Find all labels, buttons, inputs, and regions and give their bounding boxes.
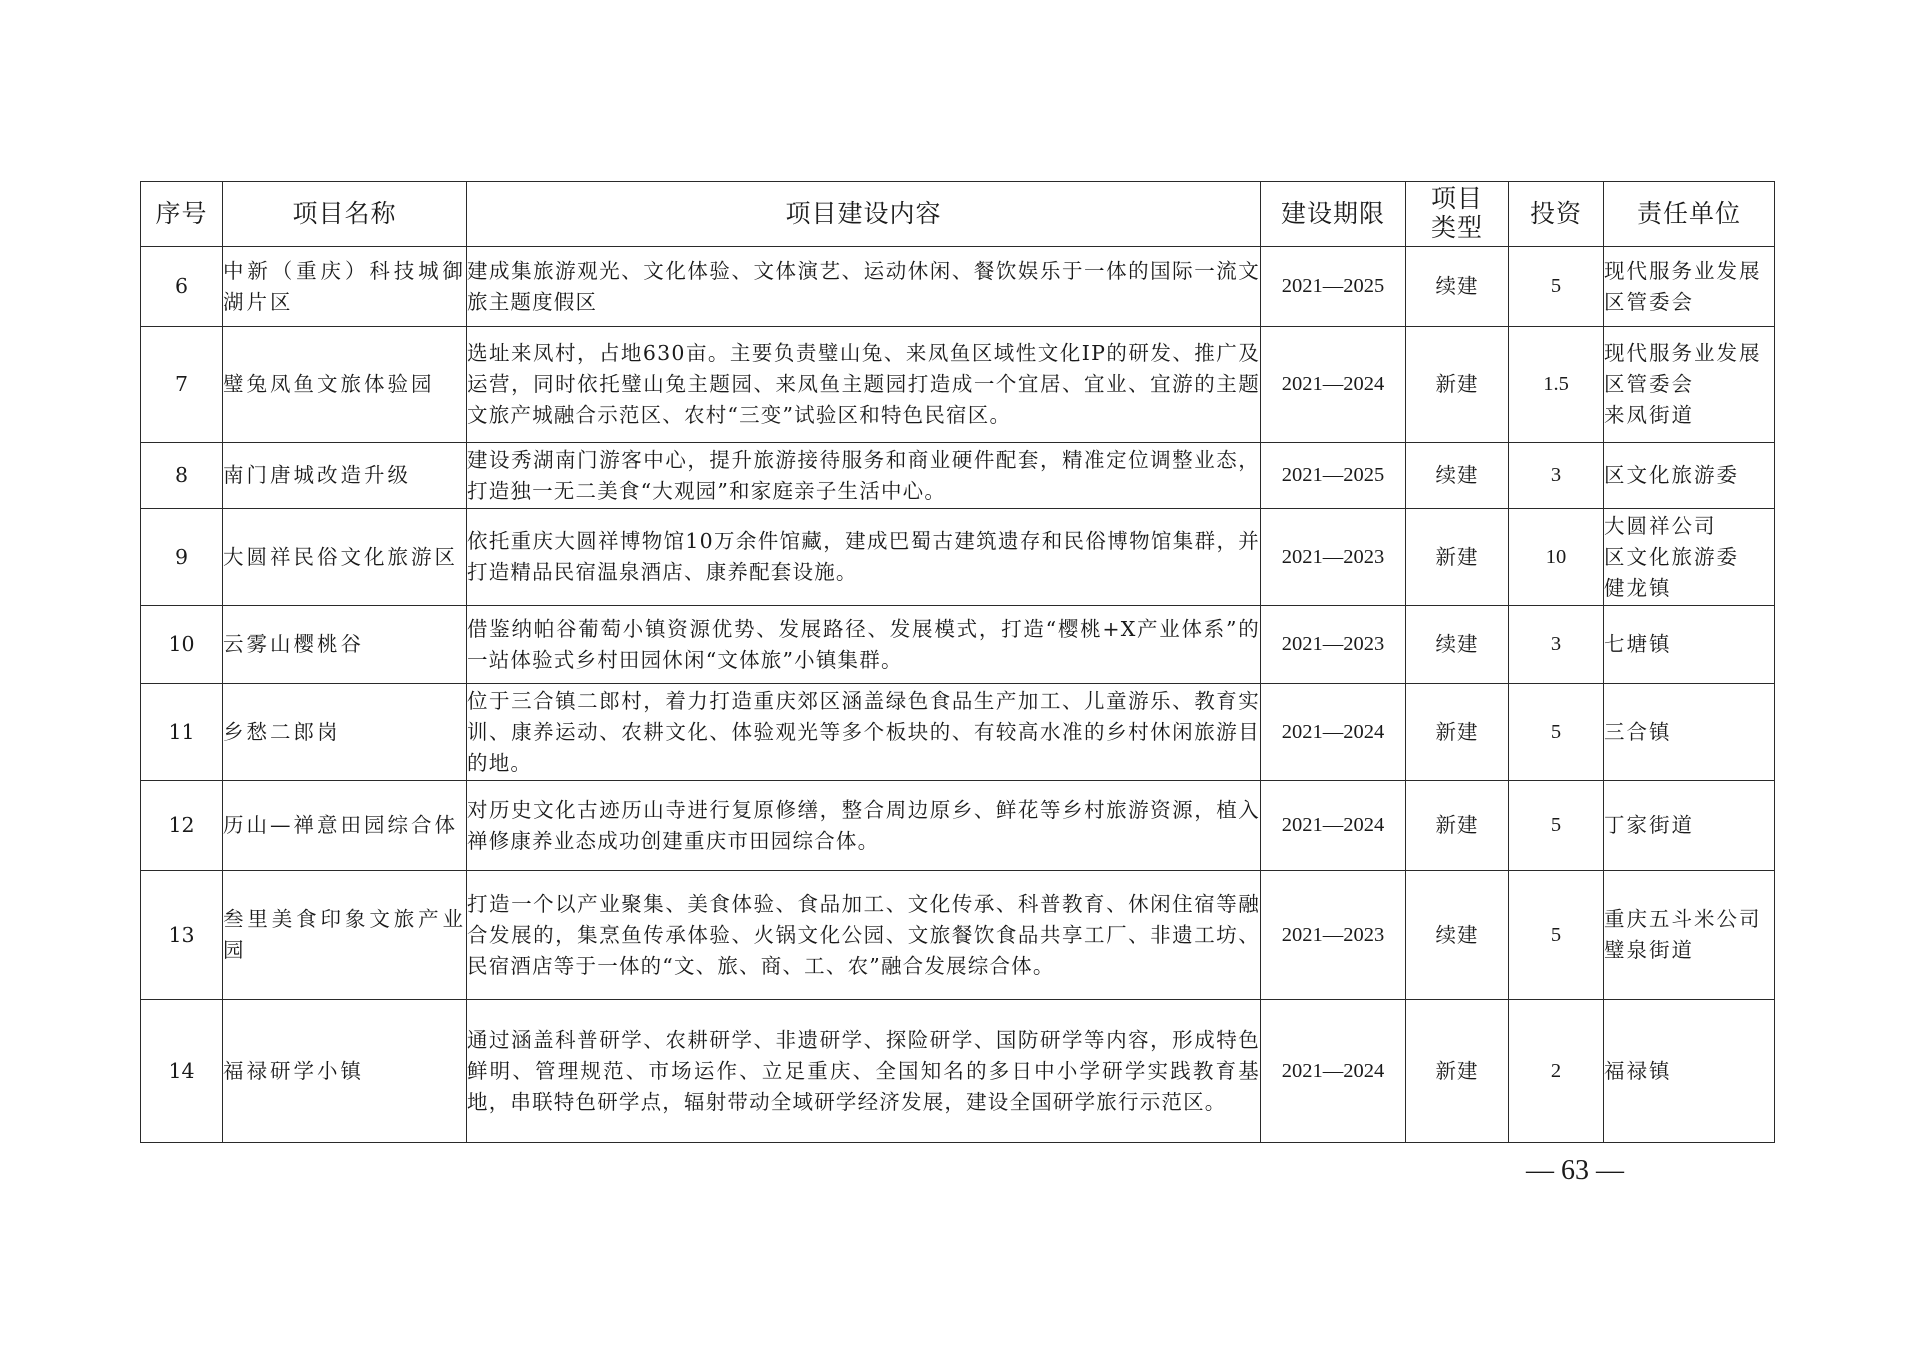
cell-name: 南门唐城改造升级 xyxy=(223,443,467,509)
cell-content: 对历史文化古迹历山寺进行复原修缮，整合周边原乡、鲜花等乡村旅游资源，植入禅修康养业态成功创建重庆市田园综合体。 xyxy=(467,781,1261,871)
header-content: 项目建设内容 xyxy=(467,182,1261,247)
unit-line: 区文化旅游委 xyxy=(1604,544,1739,569)
cell-name: 叁里美食印象文旅产业园 xyxy=(223,871,467,1000)
header-seq: 序号 xyxy=(141,182,223,247)
header-unit: 责任单位 xyxy=(1604,182,1775,247)
cell-seq: 6 xyxy=(141,247,223,327)
unit-line: 现代服务业发展区管委会 xyxy=(1604,341,1762,396)
unit-line: 现代服务业发展区管委会 xyxy=(1604,258,1762,314)
cell-invest: 5 xyxy=(1509,781,1604,871)
table-row xyxy=(141,871,1775,1000)
cell-seq: 14 xyxy=(141,1000,223,1143)
cell-type: 续建 xyxy=(1406,606,1509,684)
table-row xyxy=(141,684,1775,781)
header-period: 建设期限 xyxy=(1261,182,1406,247)
header-invest: 投资 xyxy=(1509,182,1604,247)
cell-type: 新建 xyxy=(1406,1000,1509,1143)
cell-unit xyxy=(1604,1000,1775,1143)
cell-content: 借鉴纳帕谷葡萄小镇资源优势、发展路径、发展模式，打造“樱桃+X产业体系”的一站体验式乡村田园休闲“文体旅”小镇集群。 xyxy=(467,606,1261,684)
cell-seq: 11 xyxy=(141,684,223,781)
unit-line: 福禄镇 xyxy=(1604,1058,1672,1083)
table-row xyxy=(141,247,1775,327)
unit-line: 丁家街道 xyxy=(1604,813,1694,837)
cell-unit xyxy=(1604,606,1775,684)
cell-unit xyxy=(1604,443,1775,509)
unit-line: 七塘镇 xyxy=(1604,632,1672,656)
cell-seq: 7 xyxy=(141,327,223,443)
cell-name: 福禄研学小镇 xyxy=(223,1000,467,1143)
cell-seq: 9 xyxy=(141,509,223,606)
cell-invest: 5 xyxy=(1509,684,1604,781)
cell-period: 2021—2023 xyxy=(1261,871,1406,1000)
cell-name: 历山—禅意田园综合体 xyxy=(223,781,467,871)
cell-invest: 1.5 xyxy=(1509,327,1604,443)
unit-line: 大圆祥公司 xyxy=(1604,513,1717,538)
cell-invest: 5 xyxy=(1509,247,1604,327)
cell-unit xyxy=(1604,871,1775,1000)
cell-name: 璧兔凤鱼文旅体验园 xyxy=(223,327,467,443)
unit-line: 三合镇 xyxy=(1604,719,1672,744)
cell-unit xyxy=(1604,327,1775,443)
cell-invest: 5 xyxy=(1509,871,1604,1000)
table-header-row xyxy=(141,182,1775,247)
cell-content: 选址来凤村，占地630亩。主要负责璧山兔、来凤鱼区域性文化IP的研发、推广及运营，同时依托璧山兔主题园、来凤鱼主题园打造成一个宜居、宜业、宜游的主题文旅产城融合示范区、农村“三变”试验区和特色民宿区。 xyxy=(467,327,1261,443)
unit-line: 重庆五斗米公司 xyxy=(1604,907,1762,931)
cell-content: 位于三合镇二郎村，着力打造重庆郊区涵盖绿色食品生产加工、儿童游乐、教育实训、康养运动、农耕文化、体验观光等多个板块的、有较高水准的乡村休闲旅游目的地。 xyxy=(467,684,1261,781)
unit-line: 健龙镇 xyxy=(1604,575,1672,600)
cell-content: 建设秀湖南门游客中心，提升旅游接待服务和商业硬件配套，精准定位调整业态，打造独一无二美食“大观园”和家庭亲子生活中心。 xyxy=(467,443,1261,509)
cell-seq: 8 xyxy=(141,443,223,509)
cell-type: 新建 xyxy=(1406,327,1509,443)
cell-type: 新建 xyxy=(1406,781,1509,871)
cell-type: 续建 xyxy=(1406,871,1509,1000)
cell-invest: 3 xyxy=(1509,606,1604,684)
header-type: 项目 类型 xyxy=(1406,182,1509,247)
cell-name: 云雾山樱桃谷 xyxy=(223,606,467,684)
cell-name: 中新（重庆）科技城御湖片区 xyxy=(223,247,467,327)
cell-name: 乡愁二郎岗 xyxy=(223,684,467,781)
project-table xyxy=(140,181,1775,1143)
header-name: 项目名称 xyxy=(223,182,467,247)
table-row xyxy=(141,1000,1775,1143)
cell-period: 2021—2024 xyxy=(1261,684,1406,781)
cell-unit xyxy=(1604,781,1775,871)
cell-invest: 3 xyxy=(1509,443,1604,509)
cell-period: 2021—2024 xyxy=(1261,781,1406,871)
table-row xyxy=(141,443,1775,509)
cell-unit xyxy=(1604,509,1775,606)
cell-unit xyxy=(1604,247,1775,327)
unit-line: 来凤街道 xyxy=(1604,403,1694,427)
page-number: — 63 — xyxy=(1526,1155,1624,1186)
table-row xyxy=(141,327,1775,443)
table-row xyxy=(141,606,1775,684)
cell-invest: 2 xyxy=(1509,1000,1604,1143)
cell-content: 打造一个以产业聚集、美食体验、食品加工、文化传承、科普教育、休闲住宿等融合发展的，集烹鱼传承体验、火锅文化公园、文旅餐饮食品共享工厂、非遗工坊、民宿酒店等于一体的“文、旅、商、工、农”融合发展综合体。 xyxy=(467,871,1261,1000)
cell-type: 续建 xyxy=(1406,247,1509,327)
cell-type: 新建 xyxy=(1406,684,1509,781)
cell-seq: 12 xyxy=(141,781,223,871)
cell-type: 续建 xyxy=(1406,443,1509,509)
cell-seq: 10 xyxy=(141,606,223,684)
table-row xyxy=(141,509,1775,606)
cell-period: 2021—2025 xyxy=(1261,247,1406,327)
cell-name: 大圆祥民俗文化旅游区 xyxy=(223,509,467,606)
cell-seq: 13 xyxy=(141,871,223,1000)
cell-period: 2021—2025 xyxy=(1261,443,1406,509)
cell-content: 通过涵盖科普研学、农耕研学、非遗研学、探险研学、国防研学等内容，形成特色鲜明、管理规范、市场运作、立足重庆、全国知名的多日中小学研学实践教育基地，串联特色研学点，辐射带动全域研学经济发展，建设全国研学旅行示范区。 xyxy=(467,1000,1261,1143)
table-body xyxy=(141,247,1775,1143)
cell-period: 2021—2024 xyxy=(1261,1000,1406,1143)
unit-line: 区文化旅游委 xyxy=(1604,463,1739,487)
cell-period: 2021—2023 xyxy=(1261,509,1406,606)
cell-unit xyxy=(1604,684,1775,781)
cell-invest: 10 xyxy=(1509,509,1604,606)
cell-type: 新建 xyxy=(1406,509,1509,606)
unit-line: 璧泉街道 xyxy=(1604,938,1694,962)
cell-content: 建成集旅游观光、文化体验、文体演艺、运动休闲、餐饮娱乐于一体的国际一流文旅主题度假区 xyxy=(467,247,1261,327)
cell-period: 2021—2023 xyxy=(1261,606,1406,684)
cell-content: 依托重庆大圆祥博物馆10万余件馆藏，建成巴蜀古建筑遗存和民俗博物馆集群，并打造精品民宿温泉酒店、康养配套设施。 xyxy=(467,509,1261,606)
table-row xyxy=(141,781,1775,871)
cell-period: 2021—2024 xyxy=(1261,327,1406,443)
